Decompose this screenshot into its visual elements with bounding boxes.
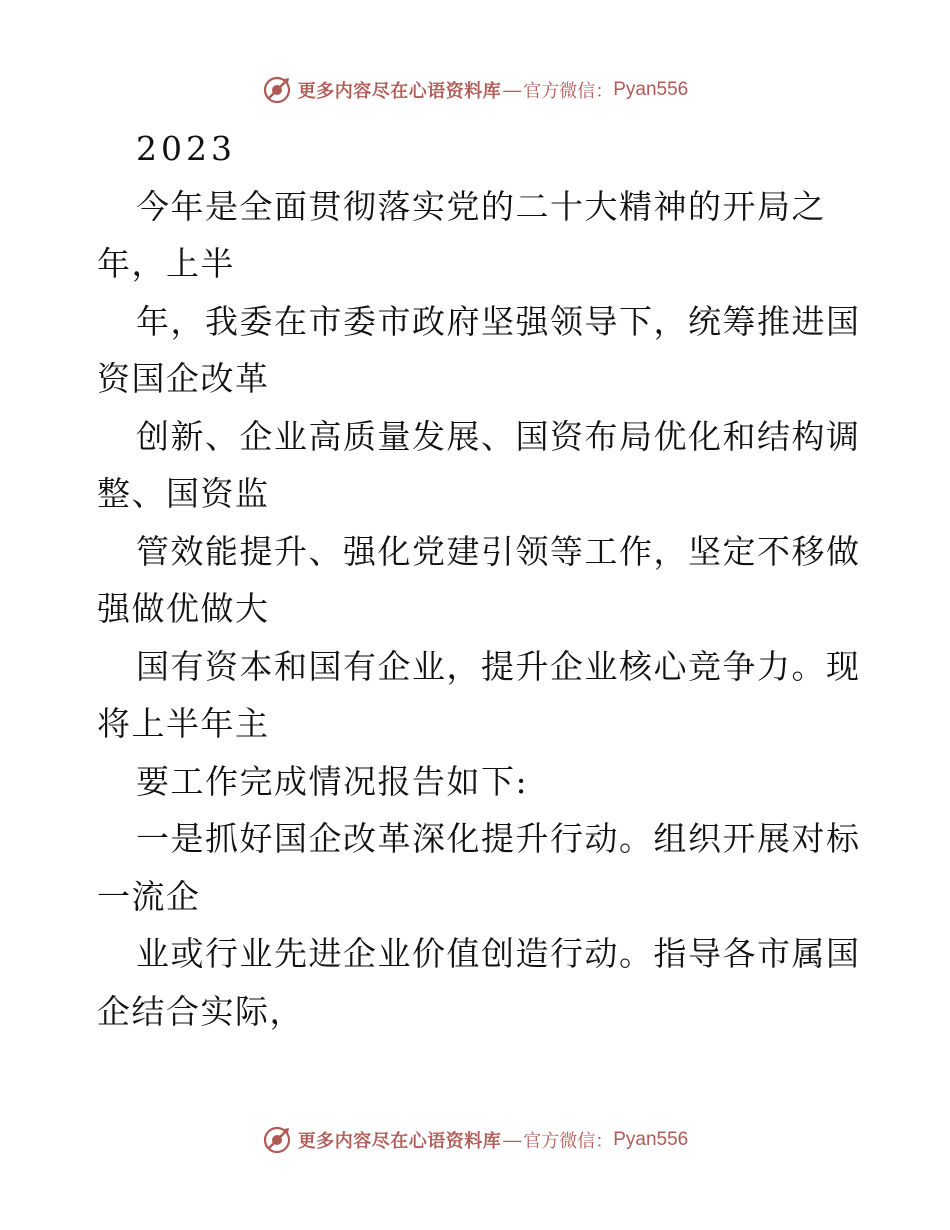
text-line: 业或行业先进企业价值创造行动。指导各市属国 (136, 934, 861, 973)
text-line: 年，我委在市委市政府坚强领导下，统筹推进国 (136, 301, 861, 341)
site-slogan: 更多内容尽在心语资料库 (297, 1131, 502, 1152)
text-line: 要工作完成情况报告如下: (136, 761, 529, 801)
footer-banner (0, 1120, 950, 1160)
text-line: 2023 (136, 129, 236, 168)
wechat-id: Pyan556 (613, 79, 689, 100)
quill-pen-logo-icon (262, 1125, 292, 1155)
text-line: 资国企改革 (97, 359, 270, 398)
header-banner (0, 70, 950, 110)
banner-separator: — (503, 79, 522, 100)
text-line: 一是抓好国企改革深化提升行动。组织开展对标 (136, 819, 861, 858)
quill-pen-logo-icon (262, 75, 292, 105)
text-line: 今年是全面贯彻落实党的二十大精神的开局之 (136, 186, 826, 226)
wechat-id: Pyan556 (613, 1129, 689, 1150)
text-line: 一流企 (97, 876, 201, 916)
text-line: 国有资本和国有企业，提升企业核心竞争力。现 (136, 646, 861, 686)
text-line: 创新、企业高质量发展、国资布局优化和结构调 (136, 416, 861, 456)
text-line: 将上半年主 (97, 704, 270, 743)
site-slogan: 更多内容尽在心语资料库 (297, 81, 502, 102)
document-body (97, 120, 861, 1040)
text-line: 企结合实际， (97, 991, 304, 1031)
text-line: 整、国资监 (97, 474, 270, 513)
wechat-label: 官方微信： (523, 1131, 614, 1152)
text-line: 年，上半 (97, 244, 235, 283)
wechat-label: 官方微信： (523, 81, 614, 102)
text-line: 管效能提升、强化党建引领等工作，坚定不移做 (136, 531, 861, 571)
banner-separator: — (503, 1129, 522, 1150)
text-line: 强做优做大 (97, 589, 270, 628)
